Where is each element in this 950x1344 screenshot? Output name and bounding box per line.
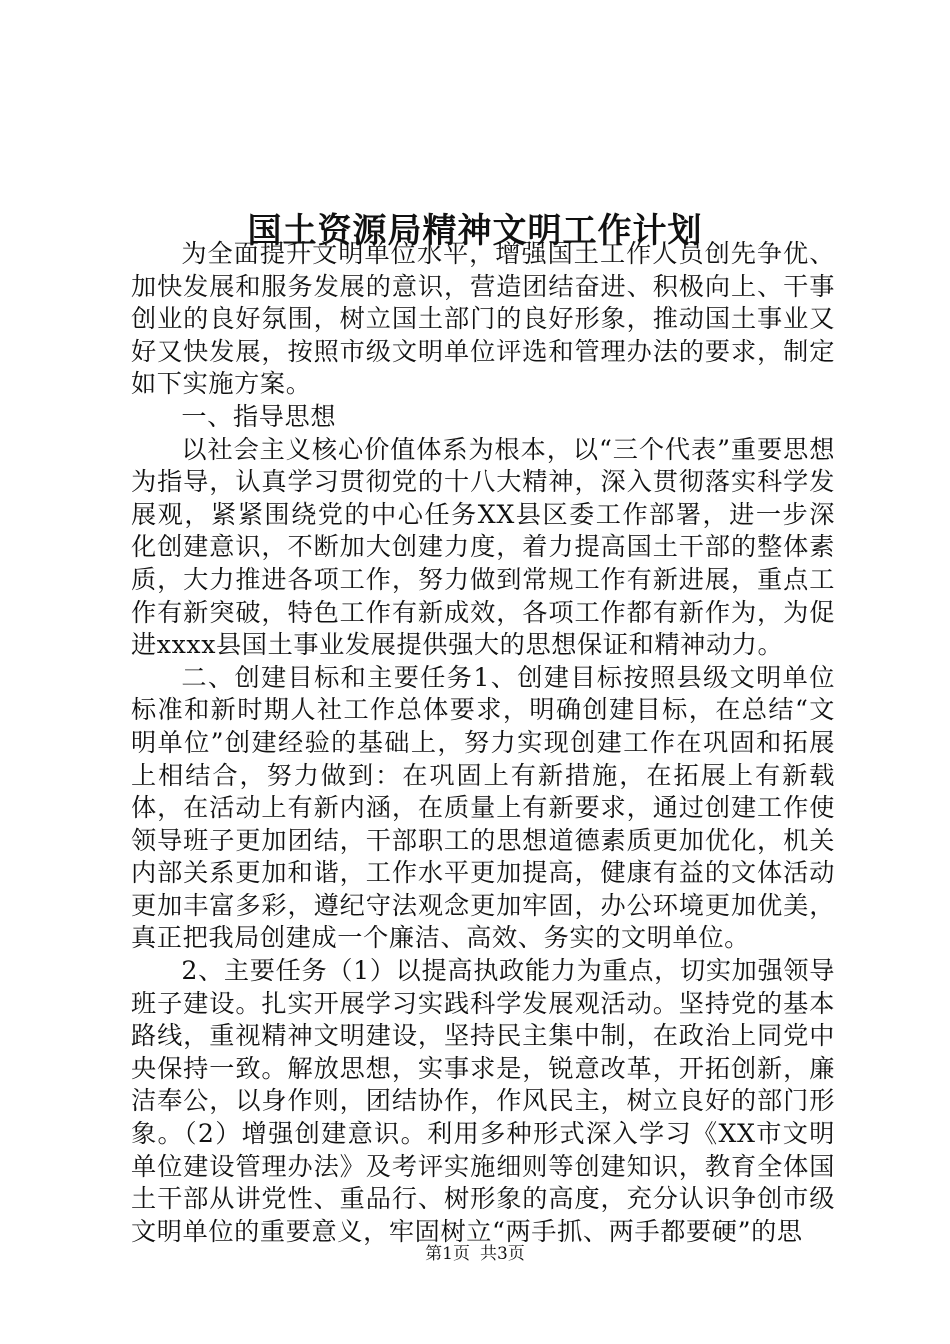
section-heading-guiding-ideology: 一、指导思想 bbox=[181, 401, 337, 431]
document-title: 国土资源局精神文明工作计划 bbox=[247, 210, 703, 251]
paragraph-guiding-ideology: 以社会主义核心价值体系为根本，以“三个代表”重要思想为指导，认真学习贯彻党的十八大精神，深入贯彻落实科学发展观，紧紧围绕党的中心任务XX县区委工作部署，进一步深化创建意识，不断加大创建力度，着力提高国土干部的整体素质，大力推进各项工作，努力做到常规工作有新进展，重点工作有新突破，特色工作有新成效，各项工作都有新作为，为促进xxxx县国土事业发展提供强大的思想保证和精神动力。 bbox=[131, 434, 835, 660]
page-footer bbox=[0, 1242, 950, 1266]
paragraph-intro: 为全面提升文明单位水平，增强国土工作人员创先争优、加快发展和服务发展的意识，营造团结奋进、积极向上、干事创业的良好氛围，树立国土部门的良好形象，推动国土事业又好又快发展，按照市级文明单位评选和管理办法的要求，制定如下实施方案。 bbox=[131, 239, 835, 399]
paragraph-main-tasks: 2、主要任务（1）以提高执政能力为重点，切实加强领导班子建设。扎实开展学习实践科学发展观活动。坚持党的基本路线，重视精神文明建设，坚持民主集中制，在政治上同党中央保持一致。解放思想，实事求是，锐意改革，开拓创新，廉洁奉公，以身作则，团结协作，作风民主，树立良好的部门形象。（2）增强创建意识。利用多种形式深入学习《XX市文明单位建设管理办法》及考评实施细则等创建知识，教育全体国土干部从讲党性、重品行、树形象的高度，充分认识争创市级文明单位的重要意义，牢固树立“两手抓、两手都要硬”的思 bbox=[131, 956, 835, 1246]
page-total: 共3页 bbox=[480, 1244, 525, 1264]
document-body bbox=[131, 238, 835, 1248]
paragraph-goals-and-tasks: 二、创建目标和主要任务1、创建目标按照县级文明单位标准和新时期人社工作总体要求，明确创建目标，在总结“文明单位”创建经验的基础上，努力实现创建工作在巩固和拓展上相结合，努力做到：在巩固上有新措施，在拓展上有新载体，在活动上有新内涵，在质量上有新要求，通过创建工作使领导班子更加团结，干部职工的思想道德素质更加优化，机关内部关系更加和谐，工作水平更加提高，健康有益的文体活动更加丰富多彩，遵纪守法观念更加牢固，办公环境更加优美，真正把我局创建成一个廉洁、高效、务实的文明单位。 bbox=[131, 662, 835, 953]
page-number: 第1页 bbox=[425, 1244, 470, 1264]
